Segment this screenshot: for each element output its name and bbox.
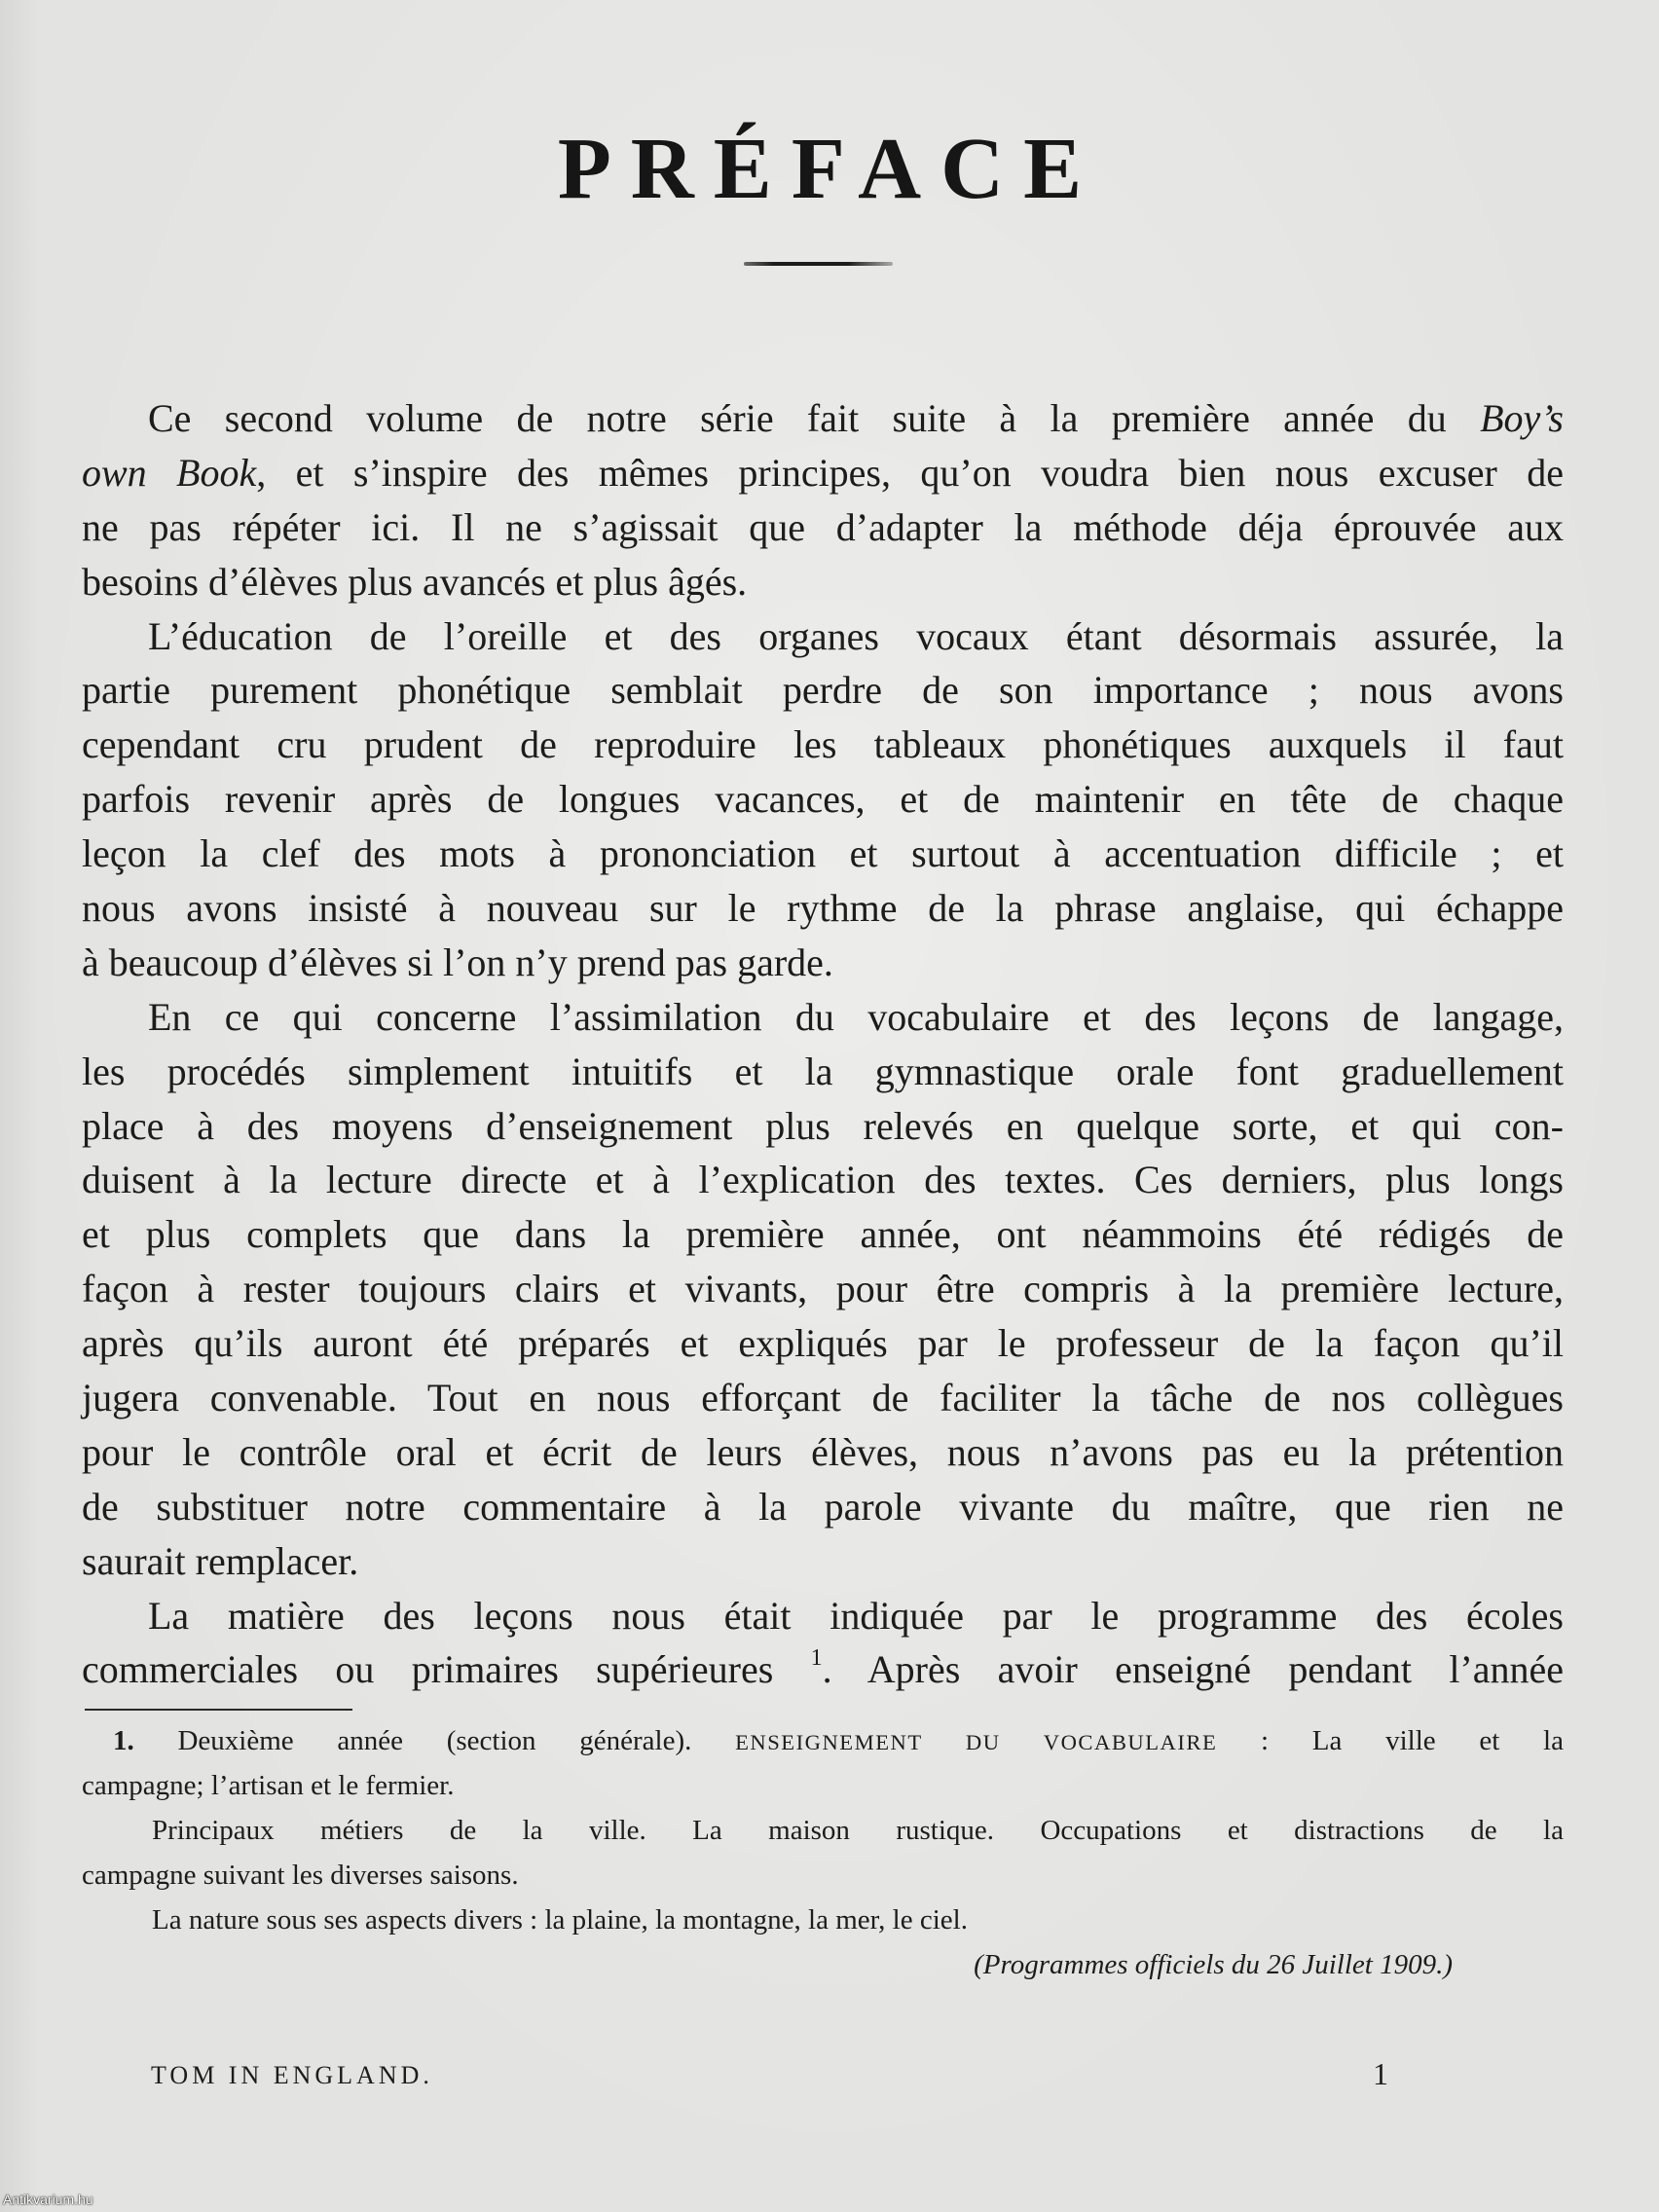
watermark: Antikvarium.hu	[3, 2192, 93, 2207]
footnote-line: campagne; l’artisan et le fermier.	[82, 1770, 455, 1801]
printer-signature-mark: 1	[1373, 2056, 1388, 2091]
body-line: nous avons insisté à nouveau sur le rythme de la phrase anglaise, qui échappe	[82, 886, 1564, 931]
footnote-text-segment: : La ville et la	[1217, 1725, 1564, 1756]
body-line: La matière des leçons nous était indiquée par le programme des écoles	[148, 1593, 1564, 1638]
italic-title-segment: Boy’s	[1480, 396, 1564, 440]
footnote-reference: 1	[810, 1645, 823, 1672]
body-line: après qu’ils auront été préparés et expliqués par le professeur de la façon qu’il	[82, 1321, 1564, 1366]
body-line: les procédés simplement intuitifs et la gymnastique orale font graduellement	[82, 1049, 1564, 1093]
body-text-segment: Ce second volume de notre série fait suite à la première année du	[148, 396, 1481, 440]
footnote-source: (Programmes officiels du 26 Juillet 1909.)	[974, 1949, 1453, 1980]
body-text-segment: commerciales ou primaires supérieures	[82, 1647, 811, 1692]
body-line: leçon la clef des mots à prononciation et surtout à accentuation difficile ; et	[82, 831, 1564, 876]
running-title: TOM IN ENGLAND.	[151, 2061, 433, 2089]
body-line: partie purement phonétique semblait perdre de son importance ; nous avons	[82, 668, 1564, 713]
body-text-segment: . Après avoir enseigné pendant l’année	[822, 1647, 1565, 1692]
body-text	[82, 391, 1564, 1697]
footnote-text-segment: Deuxième année (section générale).	[133, 1725, 736, 1756]
body-line: pour le contrôle oral et écrit de leurs élèves, nous n’avons pas eu la prétention	[82, 1429, 1564, 1474]
body-line: En ce qui concerne l’assimilation du vocabulaire et des leçons de langage,	[148, 994, 1564, 1039]
body-line: de substituer notre commentaire à la parole vivante du maître, que rien ne	[82, 1484, 1564, 1529]
body-line: à beaucoup d’élèves si l’on n’y prend pas garde.	[82, 940, 833, 984]
body-line: saurait remplacer.	[82, 1538, 359, 1583]
body-line: duisent à la lecture directe et à l’explication des textes. Ces derniers, plus longs	[82, 1158, 1564, 1202]
body-line: place à des moyens d’enseignement plus relevés en quelque sorte, et qui con-	[82, 1103, 1564, 1148]
footnote-line	[82, 1718, 1564, 1763]
body-line: L’éducation de l’oreille et des organes vocaux étant désormais assurée, la	[148, 613, 1564, 658]
footnote-number: 1.	[113, 1725, 134, 1756]
body-line: façon à rester toujours clairs et vivants, pour être compris à la première lecture,	[82, 1267, 1564, 1311]
body-line	[82, 391, 1564, 446]
footnote-line: La nature sous ses aspects divers : la plaine, la montagne, la mer, le ciel.	[152, 1904, 968, 1936]
footnote-line: campagne suivant les diverses saisons.	[82, 1860, 519, 1891]
footnotes	[82, 1718, 1564, 1987]
footnote-smallcaps-heading: ENSEIGNEMENT DU VOCABULAIRE	[735, 1730, 1218, 1754]
page-title: PRÉFACE	[557, 121, 1102, 217]
body-line: ne pas répéter ici. Il ne s’agissait que d’adapter la méthode déja éprouvée aux	[82, 504, 1564, 549]
italic-title-segment: own Book	[82, 450, 257, 495]
body-line: besoins d’élèves plus avancés et plus âgés.	[82, 559, 748, 604]
body-line: jugera convenable. Tout en nous efforçant de faciliter la tâche de nos collègues	[82, 1376, 1564, 1420]
body-line: cependant cru prudent de reproduire les tableaux phonétiques auxquels il faut	[82, 722, 1564, 767]
title-rule	[744, 262, 893, 266]
footnote-line: Principaux métiers de la ville. La maison rustique. Occupations et distractions de la	[152, 1815, 1564, 1846]
body-line: parfois revenir après de longues vacances, et de maintenir en tête de chaque	[82, 777, 1564, 822]
body-line	[82, 446, 1564, 500]
body-line	[82, 1642, 1564, 1697]
body-line: et plus complets que dans la première année, ont néammoins été rédigés de	[82, 1212, 1564, 1257]
footnote-rule	[85, 1709, 352, 1711]
body-text-segment: , et s’inspire des mêmes principes, qu’on voudra bien nous excuser de	[256, 450, 1564, 495]
